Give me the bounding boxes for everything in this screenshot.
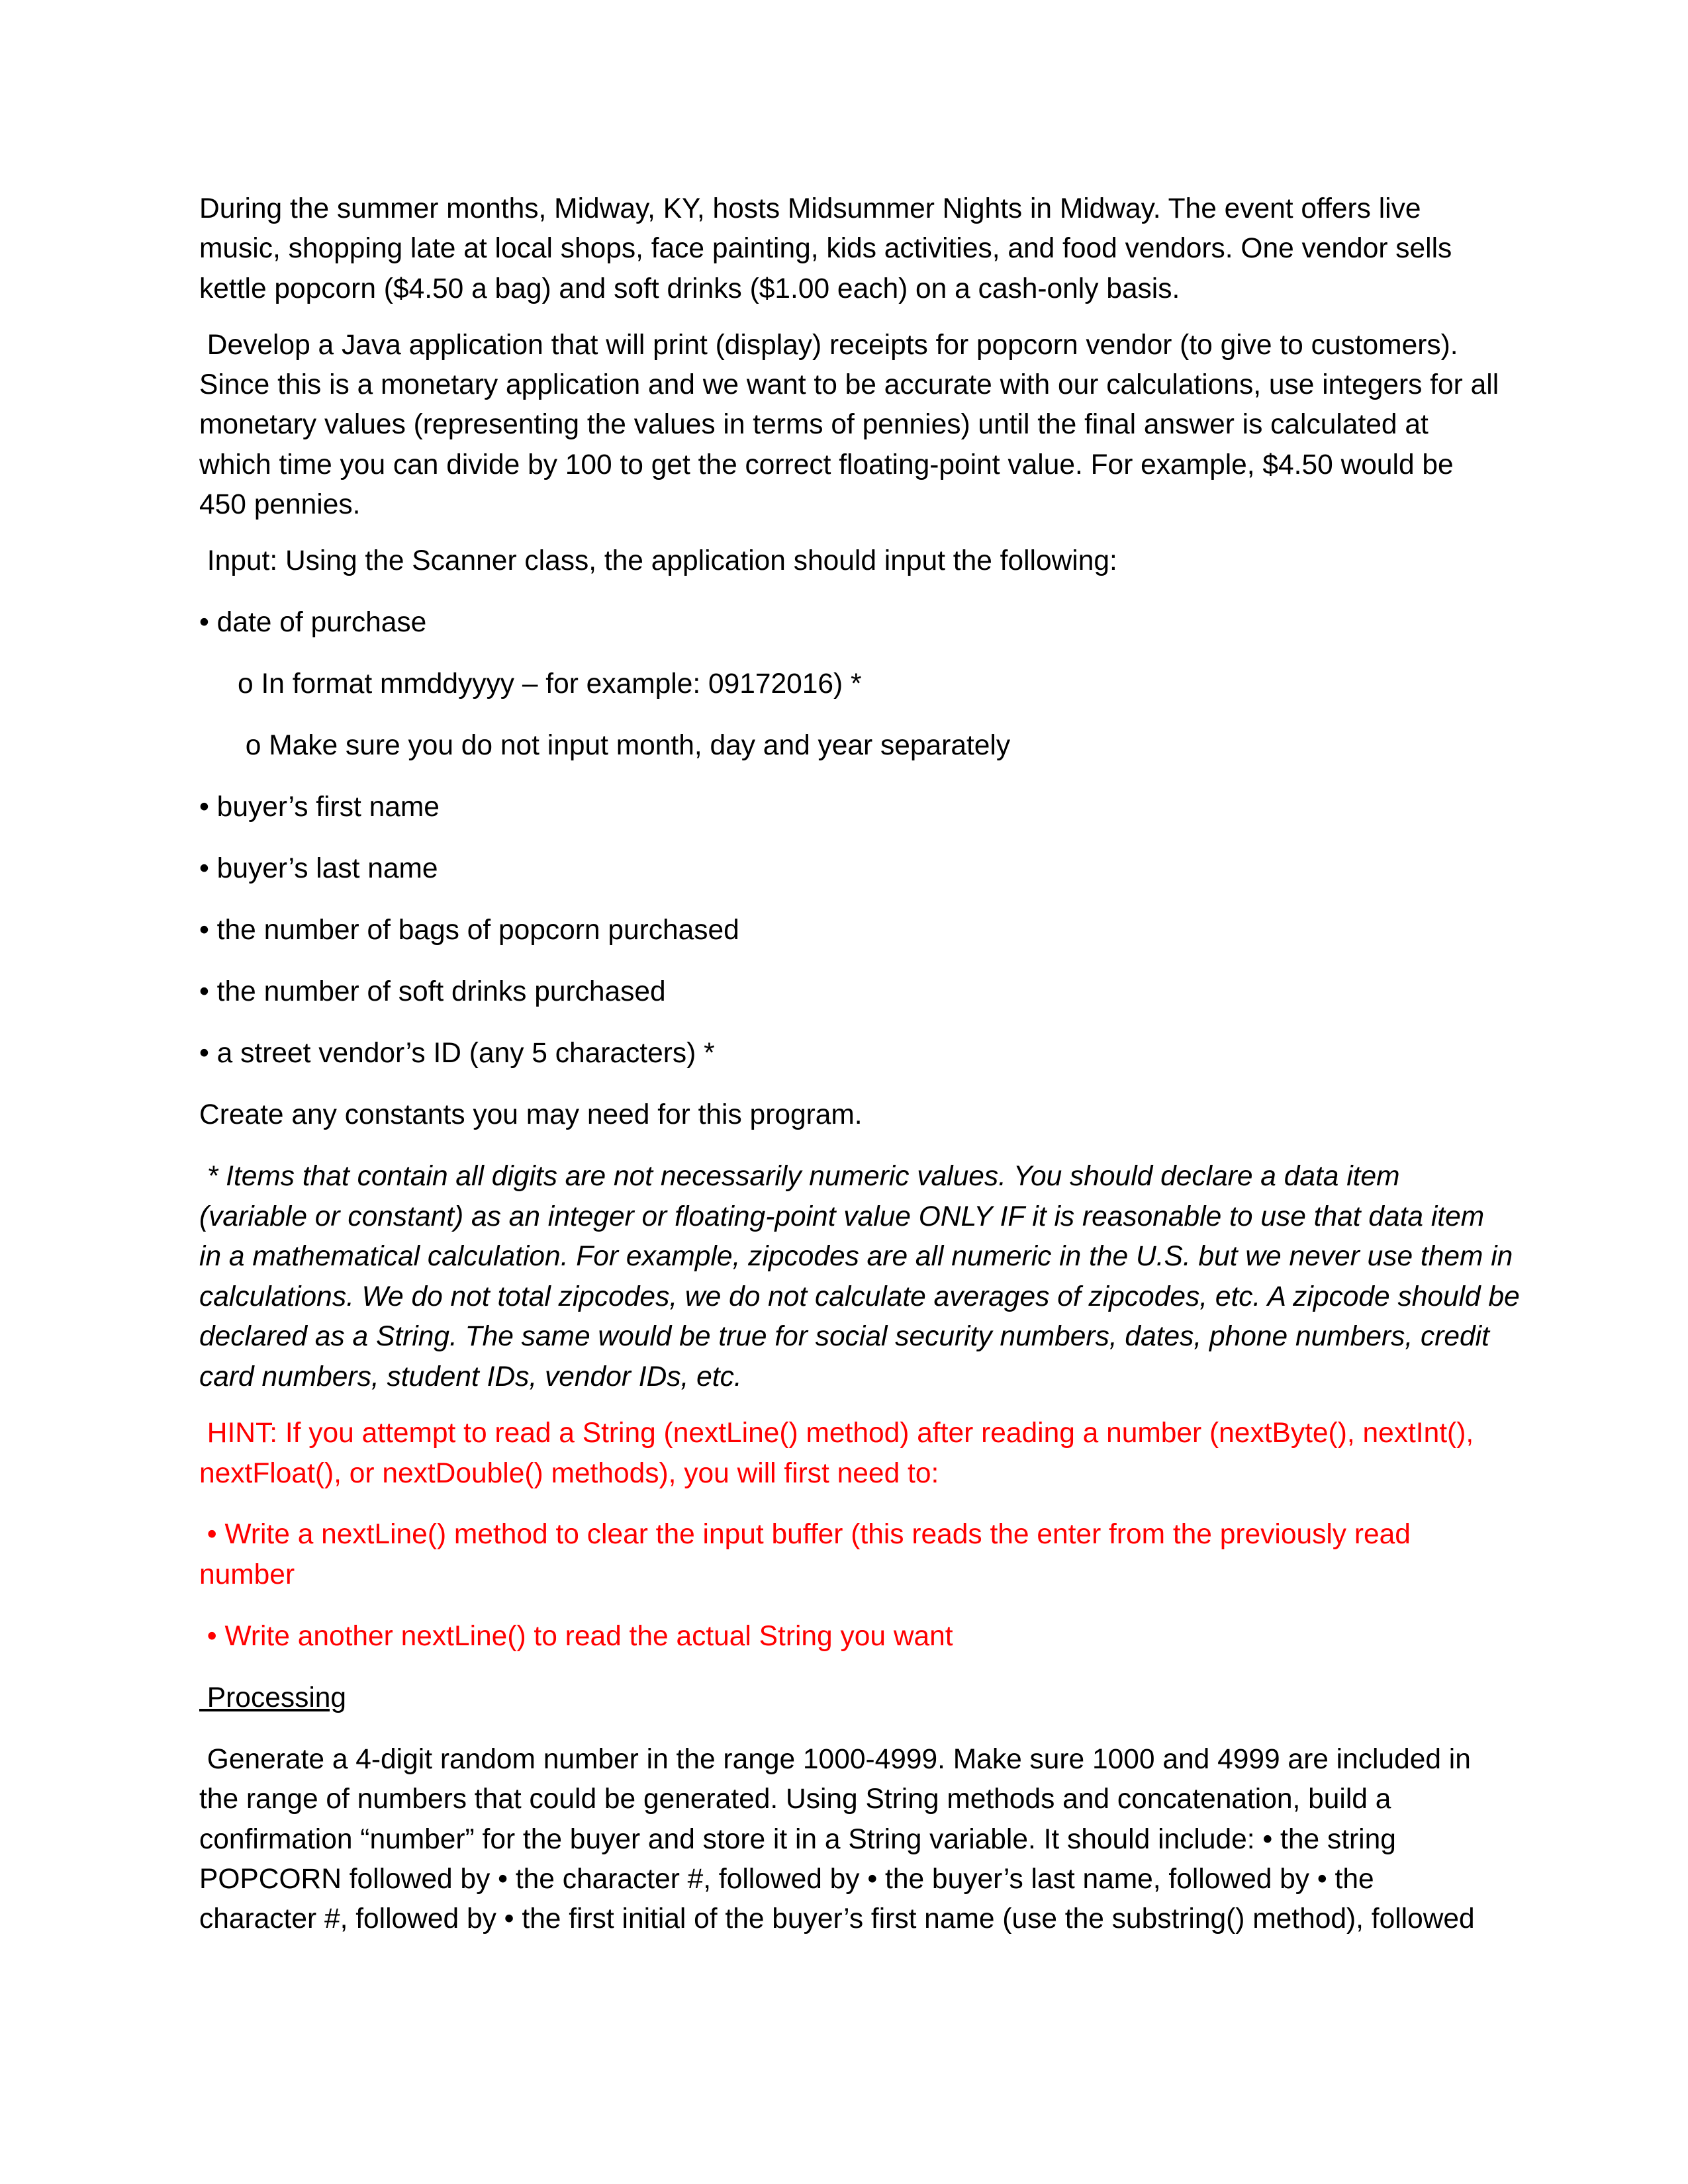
paragraph-12-line-1: Create any constants you may need for this program. <box>199 1099 863 1130</box>
paragraph-11-line-1: • a street vendor’s ID (any 5 characters) * <box>199 1038 715 1069</box>
paragraph-13-line-6: card numbers, student IDs, vendor IDs, etc. <box>199 1361 742 1392</box>
paragraph-8-line-1: • buyer’s last name <box>199 853 438 884</box>
paragraph-1-line-3: kettle popcorn ($4.50 a bag) and soft drinks ($1.00 each) on a cash-only basis. <box>199 273 1180 304</box>
paragraph-5-line-1: o In format mmddyyyy – for example: 09172016) * <box>238 668 862 700</box>
paragraph-18-line-1: Generate a 4-digit random number in the range 1000-4999. Make sure 1000 and 4999 are included in <box>199 1744 1471 1775</box>
paragraph-2-line-5: 450 pennies. <box>199 489 361 520</box>
paragraph-10-line-1: • the number of soft drinks purchased <box>199 976 666 1007</box>
paragraph-16-line-1: • Write another nextLine() to read the actual String you want <box>199 1621 953 1652</box>
paragraph-9-line-1: • the number of bags of popcorn purchased <box>199 915 739 946</box>
paragraph-15-line-2: number <box>199 1559 295 1590</box>
paragraph-17-line-1: Processing <box>199 1682 347 1713</box>
paragraph-1-line-1: During the summer months, Midway, KY, hosts Midsummer Nights in Midway. The event offers live <box>199 193 1421 224</box>
paragraph-4-line-1: • date of purchase <box>199 607 427 638</box>
paragraph-2-line-2: Since this is a monetary application and we want to be accurate with our calculations, use integers for all <box>199 369 1499 400</box>
paragraph-3-line-1: Input: Using the Scanner class, the application should input the following: <box>199 545 1117 576</box>
paragraph-18-line-5: character #, followed by • the first initial of the buyer’s first name (use the substring() method), followed <box>199 1903 1475 1934</box>
paragraph-18-line-3: confirmation “number” for the buyer and store it in a String variable. It should include: • the string <box>199 1824 1396 1855</box>
paragraph-15-line-1: • Write a nextLine() method to clear the input buffer (this reads the enter from the previously read <box>199 1519 1411 1550</box>
paragraph-13-line-1: * Items that contain all digits are not necessarily numeric values. You should declare a data item <box>199 1161 1400 1192</box>
paragraph-2-line-3: monetary values (representing the values in terms of pennies) until the final answer is calculated at <box>199 409 1429 440</box>
paragraph-13-line-2: (variable or constant) as an integer or floating-point value ONLY IF it is reasonable to use that data item <box>199 1201 1485 1232</box>
paragraph-13-line-5: declared as a String. The same would be true for social security numbers, dates, phone numbers, credit <box>199 1321 1489 1352</box>
paragraph-2-line-1: Develop a Java application that will print (display) receipts for popcorn vendor (to give to customers). <box>199 330 1458 361</box>
paragraph-13-line-4: calculations. We do not total zipcodes, we do not calculate averages of zipcodes, etc. A zipcode should be <box>199 1281 1520 1312</box>
paragraph-7-line-1: • buyer’s first name <box>199 792 440 823</box>
paragraph-14-line-2: nextFloat(), or nextDouble() methods), you will first need to: <box>199 1458 939 1489</box>
paragraph-14-line-1: HINT: If you attempt to read a String (nextLine() method) after reading a number (nextByte(), nextInt(), <box>199 1418 1474 1449</box>
paragraph-18-line-4: POPCORN followed by • the character #, followed by • the buyer’s last name, followed by • the <box>199 1864 1374 1895</box>
paragraph-18-line-2: the range of numbers that could be generated. Using String methods and concatenation, build a <box>199 1784 1391 1815</box>
paragraph-2-line-4: which time you can divide by 100 to get the correct floating-point value. For example, $4.50 would be <box>199 449 1454 480</box>
paragraph-1-line-2: music, shopping late at local shops, face painting, kids activities, and food vendors. One vendor sells <box>199 233 1452 264</box>
paragraph-6-line-1: o Make sure you do not input month, day and year separately <box>238 730 1011 761</box>
paragraph-13-line-3: in a mathematical calculation. For example, zipcodes are all numeric in the U.S. but we never use them in <box>199 1241 1513 1272</box>
